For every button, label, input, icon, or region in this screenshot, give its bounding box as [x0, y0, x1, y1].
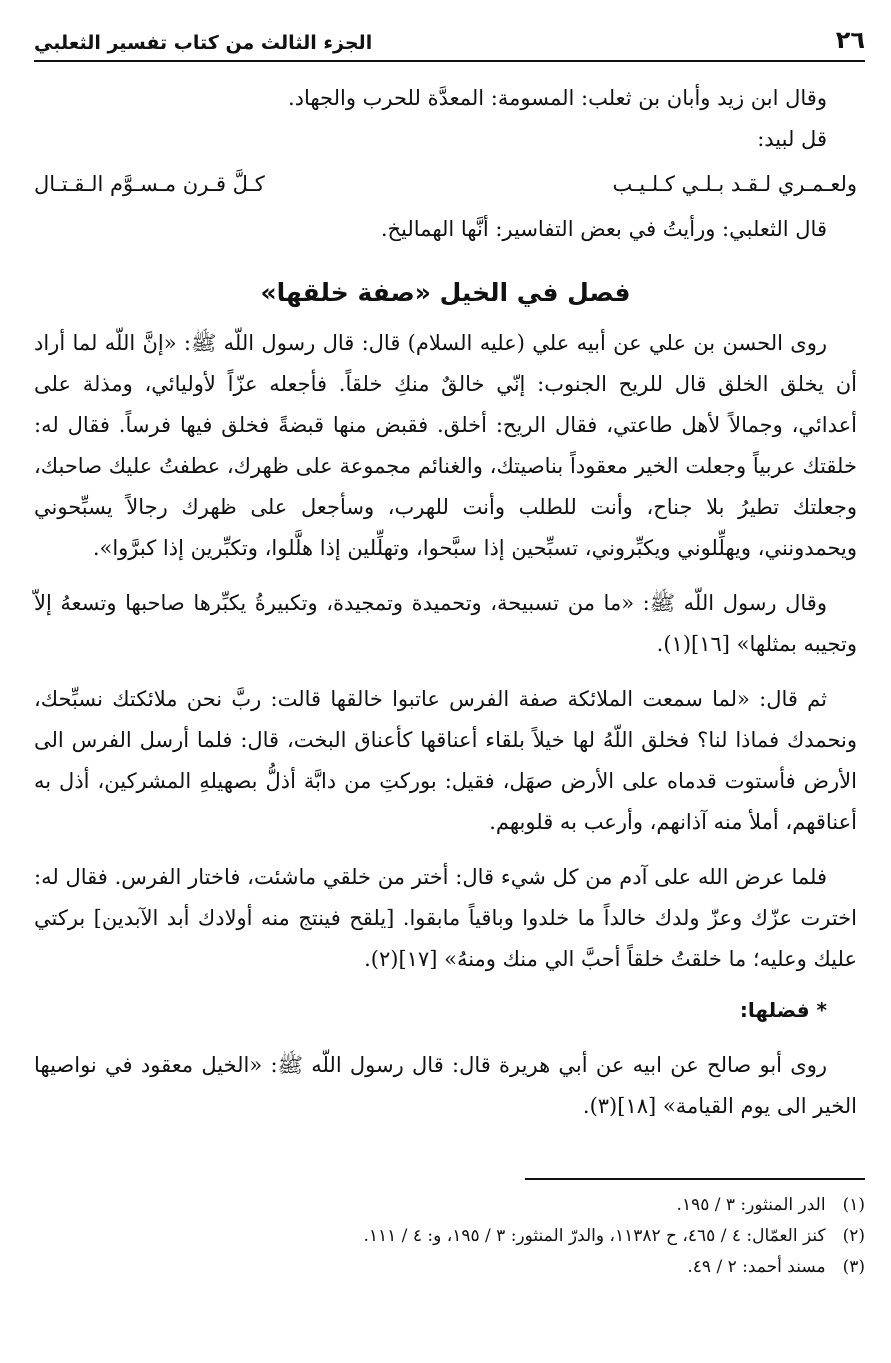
footnotes	[34, 1178, 865, 1283]
paragraph: روى الحسن بن علي عن أبيه علي (عليه السلام) قال: قال رسول اللّه ﷺ: «إنَّ اللّه لما أراد أن يخلق الخلق قال للريح الجنوب: إنّي خالقٌ منكِ خلقاً. فأجعله عزّاً لأوليائي، ومذلة على أعدائي، وجمالاً لأهل طاعتي، فقال الريح: أخلق. فقبض منها قبضةً فخلق فيها فرساً. فقال له: خلقتك عربياً وجعلت الخير معقوداً بناصيتك، والغنائم مجموعة على ظهرك، عطفتُ عليك صاحبك، وجعلتك تطيرُ بلا جناح، وأنت للطلب وأنت للهرب، وسأجعل على ظهرك رجالاً يسبِّحوني ويحمدونني، ويهلِّلوني ويكبِّروني، تسبِّحين إذا سبَّحوا، وتهلِّلين إذا هلَّلوا، وتكبِّرين إذا كبرَّوا».	[34, 331, 857, 560]
footnote	[34, 1252, 865, 1283]
running-title: الجزء الثالث من كتاب تفسير الثعلبي	[34, 32, 373, 54]
footnote-number: (٣)	[842, 1257, 865, 1277]
paragraph: وقال ابن زيد وأبان بن ثعلب: المسومة: المعدَّة للحرب والجهاد.	[287, 86, 827, 110]
paragraph: قال الثعلبي: ورأيتُ في بعض التفاسير: أنَّها الهماليخ.	[380, 217, 827, 241]
main-text	[34, 78, 857, 1127]
footnote-text: مسند أحمد: ٢ / ٤٩.	[687, 1257, 826, 1277]
footnote	[34, 1190, 865, 1221]
verse-second-hemistich: كـلَّ قـرن مـسـوَّم الـقـتـال	[34, 172, 265, 196]
subheading: * فضلها:	[739, 998, 827, 1022]
paragraph: فلما عرض الله على آدم من كل شيء قال: أختر من خلقي ماشئت، فاختار الفرس. فقال له: اخترت عزّك وعزّ ولدك خالداً ما خلدوا وباقياً مابقوا. [يلقح فينتج منه أولادك أبد الآبدين] بركتي عليك وعليه؛ ما خلقتُ خلقاً أحبَّ الي منك ومنهُ» [١٧](٢).	[34, 865, 857, 971]
page-header	[34, 18, 865, 62]
footnote-text: كنز العمّال: ٤ / ٤٦٥، ح ١١٣٨٢، والدرّ المنثور: ٣ / ١٩٥، و: ٤ / ١١١.	[363, 1226, 826, 1246]
footnote-divider	[525, 1178, 865, 1180]
footnote-number: (١)	[842, 1195, 865, 1215]
paragraph: روى أبو صالح عن ابيه عن أبي هريرة قال: قال رسول اللّه ﷺ: «الخيل معقود في نواصيها الخير الى يوم القيامة» [١٨](٣).	[34, 1053, 857, 1118]
paragraph: قل لبيد:	[757, 127, 827, 151]
page-number: ٢٦	[835, 26, 865, 54]
footnote-text: الدر المنثور: ٣ / ١٩٥.	[676, 1195, 826, 1215]
footnote	[34, 1221, 865, 1252]
poem-verse	[34, 164, 857, 205]
paragraph: ثم قال: «لما سمعت الملائكة صفة الفرس عاتبوا خالقها قالت: ربَّ نحن ملائكتك نسبِّحك، ونحمدك فماذا لنا؟ فخلق اللّهُ لها خيلاً بلقاء أعناقها كأعناق البخت، قال: فلما أرسل الفرس الى الأرض فأستوت قدماه على الأرض صهَل، فقيل: بوركتِ من دابَّة أذلُّ بصهيلهِ المشركين، أذل به أعناقهم، أملأ منه آذانهم، وأرعب به قلوبهم.	[34, 687, 857, 834]
footnote-number: (٢)	[842, 1226, 865, 1246]
verse-first-hemistich: ولعـمـري لـقـد بـلـي كـلـيـب	[612, 172, 857, 196]
paragraph: وقال رسول اللّه ﷺ: «ما من تسبيحة، وتحميدة وتمجيدة، وتكبيرةُ يكبِّرها صاحبها وتسعهُ إلاّ وتجيبه بمثلها» [١٦](١).	[34, 591, 857, 656]
section-heading: فصل في الخيل «صفة خلقها»	[260, 278, 631, 307]
